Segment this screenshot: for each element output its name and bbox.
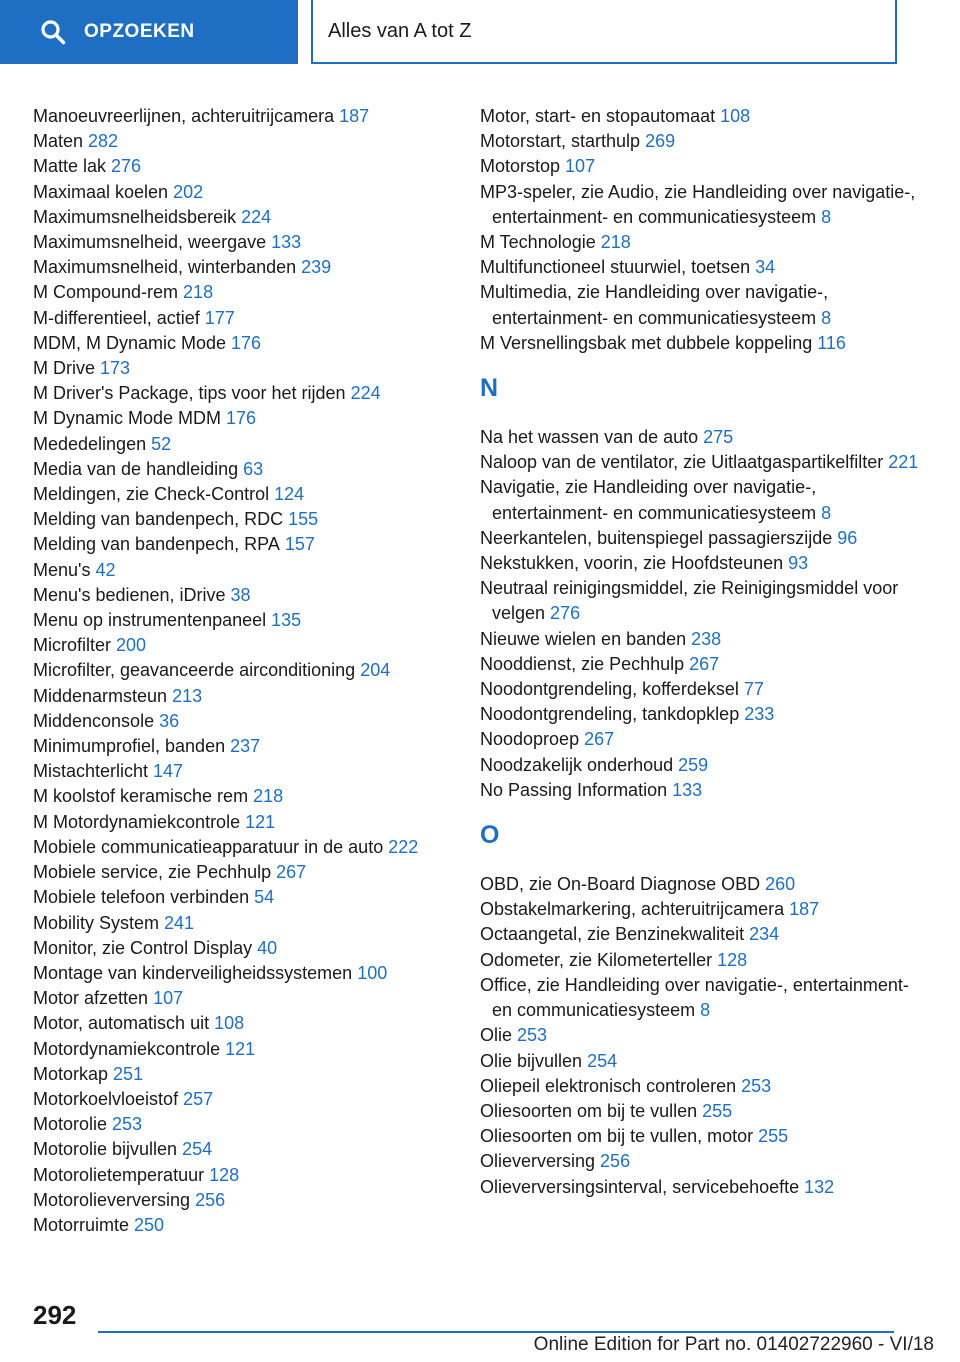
page-link[interactable]: 253 (517, 1025, 548, 1046)
page-link[interactable]: 224 (241, 206, 272, 227)
index-entry (480, 475, 930, 525)
index-entry-text: Noodoproep (480, 729, 580, 750)
index-entry (33, 835, 473, 860)
index-entry (33, 356, 473, 381)
page-link[interactable]: 124 (274, 484, 305, 505)
az-tab[interactable] (311, 0, 897, 64)
page-link[interactable]: 276 (550, 603, 581, 624)
index-entry-text: Monitor, zie Control Display (33, 937, 253, 958)
index-entry-text: Minimumprofiel, banden (33, 736, 226, 757)
section-letter: N (480, 374, 499, 403)
index-entry-text: Navigatie, zie Handleiding over navigatie-, entertainment- en communicatiesysteem (480, 477, 817, 523)
page-link[interactable]: 173 (100, 358, 131, 379)
index-entry (480, 551, 930, 576)
index-entry-text: Mobiele telefoon verbinden (33, 887, 250, 908)
index-entry (33, 684, 473, 709)
index-entry-text: M-differentieel, actief (33, 307, 200, 328)
index-entry (33, 1062, 473, 1087)
index-entry-text: Multimedia, zie Handleiding over navigatie-, entertainment- en communicatiesysteem (480, 282, 829, 328)
index-entry-text: Oliesoorten om bij te vullen (480, 1100, 698, 1121)
index-entry (480, 1124, 930, 1149)
index-entry (33, 709, 473, 734)
index-entry-text: Meldingen, zie Check-Control (33, 484, 270, 505)
page-link[interactable]: 253 (112, 1114, 143, 1135)
page-link[interactable]: 8 (821, 502, 832, 523)
index-entry-text: Mobiele communicatieapparatuur in de auto (33, 836, 384, 857)
page-link[interactable]: 251 (113, 1063, 144, 1084)
page-link[interactable]: 133 (271, 232, 302, 253)
index-entry-text: Manoeuvreerlijnen, achteruitrijcamera (33, 106, 335, 126)
index-entry-text: Octaangetal, zie Benzinekwaliteit (480, 924, 745, 945)
index-entry-text: Middenarmsteun (33, 685, 168, 706)
page-link[interactable]: 34 (755, 257, 776, 278)
index-entry (33, 885, 473, 910)
page-link[interactable]: 269 (645, 131, 676, 152)
page-link[interactable]: 8 (821, 206, 832, 227)
page-link[interactable]: 221 (888, 452, 919, 473)
page-link[interactable]: 256 (195, 1189, 226, 1210)
page-number: 292 (33, 1300, 77, 1330)
index-entry (33, 180, 473, 205)
index-entry-text: Menu's bedienen, iDrive (33, 584, 226, 605)
index-entry-text: OBD, zie On-Board Diagnose OBD (480, 874, 761, 895)
index-entry (480, 450, 930, 475)
index-entry-text: M Drive (33, 358, 95, 379)
index-entry (33, 381, 473, 406)
index-entry (33, 810, 473, 835)
index-entry (33, 205, 473, 230)
index-entry (480, 922, 930, 947)
index-entry (33, 936, 473, 961)
index-entry (33, 658, 473, 683)
index-entry (33, 1188, 473, 1213)
page-link[interactable]: 255 (702, 1100, 733, 1121)
index-entry-text: Nekstukken, voorin, zie Hoofdsteunen (480, 553, 784, 574)
page-link[interactable]: 254 (182, 1139, 213, 1160)
index-entry (33, 1037, 473, 1062)
page-link[interactable]: 224 (350, 383, 381, 404)
index-entry (33, 129, 473, 154)
index-entry (33, 1087, 473, 1112)
index-entry (33, 583, 473, 608)
index-entry (33, 457, 473, 482)
index-entry (33, 633, 473, 658)
index-entry-text: Menu's (33, 559, 91, 580)
index-entry (33, 432, 473, 457)
index-entry-text: Maximaal koelen (33, 181, 169, 202)
page-link[interactable]: 40 (257, 937, 278, 958)
index-entry (480, 129, 930, 154)
index-entry-text: Noodontgrendeling, kofferdeksel (480, 679, 739, 700)
page-link[interactable]: 257 (183, 1088, 214, 1109)
index-entry (480, 1149, 930, 1174)
page-link[interactable]: 155 (288, 509, 319, 530)
index-entry-text: Maximumsnelheid, weergave (33, 232, 267, 253)
index-entry-text: Menu op instrumentenpaneel (33, 610, 267, 631)
page-link[interactable]: 77 (743, 679, 764, 700)
index-entry (480, 677, 930, 702)
index-entry-text: Neerkantelen, buitenspiegel passagierszijde (480, 527, 833, 548)
index-entry (33, 482, 473, 507)
page-link[interactable]: 267 (276, 862, 307, 883)
page-link[interactable]: 107 (565, 156, 596, 177)
index-entry-text: Office, zie Handleiding over navigatie-, entertainment- en communicatiesysteem (480, 974, 909, 1021)
page-link[interactable]: 121 (225, 1038, 256, 1059)
page-link[interactable]: 204 (360, 660, 391, 681)
page-link[interactable]: 238 (691, 628, 722, 649)
index-entry (33, 1213, 473, 1238)
index-entry (480, 526, 930, 551)
page-link[interactable]: 239 (301, 257, 332, 278)
page-link[interactable]: 133 (672, 779, 703, 800)
index-entry (480, 652, 930, 677)
page-link[interactable]: 213 (172, 685, 203, 706)
index-entry (480, 1023, 930, 1048)
page-link[interactable]: 116 (817, 332, 846, 353)
index-entry-text: Maten (33, 131, 84, 152)
index-column-right (480, 104, 930, 1200)
page-link[interactable]: 132 (804, 1176, 835, 1197)
index-entry-text: Motorkap (33, 1063, 109, 1084)
index-entry (33, 255, 473, 280)
index-entry-text: Na het wassen van de auto (480, 427, 699, 448)
page-link[interactable]: 253 (741, 1075, 772, 1096)
index-entry (480, 872, 930, 897)
index-entry (480, 1099, 930, 1124)
index-entry (480, 727, 930, 752)
index-entry (33, 734, 473, 759)
page-link[interactable]: 128 (209, 1164, 240, 1185)
index-entry-text: Neutraal reinigingsmiddel, zie Reinigingsmiddel voor velgen (480, 578, 899, 624)
search-icon (40, 19, 66, 45)
index-entry (33, 558, 473, 583)
index-column-left (33, 104, 473, 1238)
index-entry-text: M Driver's Package, tips voor het rijden (33, 383, 346, 404)
index-entry-text: Motor afzetten (33, 988, 149, 1009)
index-entry-text: Motor, start- en stopautomaat (480, 106, 716, 126)
page-link[interactable]: 222 (388, 836, 419, 857)
index-entry-text: Maximumsnelheid, winterbanden (33, 257, 297, 278)
page-link[interactable]: 54 (254, 887, 275, 908)
index-entry (480, 255, 930, 280)
index-entry-text: Motorstop (480, 156, 561, 177)
index-entry-text: Multifunctioneel stuurwiel, toetsen (480, 257, 751, 278)
page-link[interactable]: 38 (230, 584, 251, 605)
index-entry-text: Motor, automatisch uit (33, 1013, 210, 1034)
index-entry-text: Motorolie bijvullen (33, 1139, 178, 1160)
index-entry-text: Mistachterlicht (33, 761, 149, 782)
footer-divider (98, 1331, 894, 1333)
page-link[interactable]: 52 (151, 433, 172, 454)
index-entry (480, 576, 930, 626)
page-link[interactable]: 250 (134, 1214, 165, 1235)
index-entry (480, 627, 930, 652)
page-link[interactable]: 63 (243, 458, 264, 479)
index-entry-text: Microfilter (33, 635, 112, 656)
index-entry (33, 230, 473, 255)
index-entry (33, 532, 473, 557)
index-entry-text: Motordynamiekcontrole (33, 1038, 221, 1059)
index-entry-text: Oliesoorten om bij te vullen, motor (480, 1126, 754, 1147)
page-link[interactable]: 93 (788, 553, 809, 574)
page-link[interactable]: 36 (159, 710, 180, 731)
page-link[interactable]: 8 (821, 307, 832, 328)
index-entry-text: Middenconsole (33, 710, 155, 731)
page-link[interactable]: 260 (765, 874, 796, 895)
index-entry (480, 1049, 930, 1074)
index-entry-text: Mobiele service, zie Pechhulp (33, 862, 272, 883)
index-entry (480, 948, 930, 973)
index-entry-text: Oliepeil elektronisch controleren (480, 1075, 737, 1096)
index-entry (33, 860, 473, 885)
page-link[interactable]: 237 (230, 736, 261, 757)
index-entry-text: Mededelingen (33, 433, 147, 454)
index-entry (480, 973, 930, 1023)
index-entry (33, 759, 473, 784)
page-link[interactable]: 259 (678, 754, 709, 775)
index-entry (480, 1074, 930, 1099)
index-entry-text: Nooddienst, zie Pechhulp (480, 653, 685, 674)
page-link[interactable]: 267 (584, 729, 615, 750)
page-link[interactable]: 218 (600, 232, 631, 253)
index-entry-text: Melding van bandenpech, RDC (33, 509, 284, 530)
index-entry-text: Olie bijvullen (480, 1050, 583, 1071)
page-link[interactable]: 200 (116, 635, 147, 656)
search-tab-label: OPZOEKEN (84, 21, 195, 42)
index-entry-text: M Versnellingsbak met dubbele koppeling (480, 332, 813, 353)
index-entry (480, 331, 930, 356)
page-link[interactable]: 218 (183, 282, 214, 303)
page-link[interactable]: 276 (111, 156, 142, 177)
index-entry-text: Obstakelmarkering, achteruitrijcamera (480, 899, 785, 920)
index-entry-text: M Motordynamiekcontrole (33, 811, 241, 832)
page-link[interactable]: 176 (226, 408, 257, 429)
index-entry-text: No Passing Information (480, 779, 668, 800)
index-entry (33, 306, 473, 331)
edition-footer: Online Edition for Part no. 01402722960 - VI/18 (533, 1334, 934, 1355)
page-link[interactable]: 147 (153, 761, 184, 782)
page-link[interactable]: 233 (744, 704, 775, 725)
index-entry (480, 778, 930, 803)
index-entry-text: Noodontgrendeling, tankdopklep (480, 704, 740, 725)
index-entry-text: Olieverversing (480, 1151, 596, 1172)
index-entry (33, 986, 473, 1011)
index-entry-text: Media van de handleiding (33, 458, 239, 479)
index-entry-text: Montage van kinderveiligheidssystemen (33, 962, 353, 983)
page-link[interactable]: 108 (720, 106, 751, 126)
page-link[interactable]: 42 (95, 559, 116, 580)
index-entry (480, 154, 930, 179)
index-entry (33, 507, 473, 532)
page-link[interactable]: 282 (88, 131, 119, 152)
page-link[interactable]: 157 (284, 534, 315, 555)
page-link[interactable]: 121 (245, 811, 276, 832)
page-link[interactable]: 8 (700, 1000, 711, 1021)
index-entry-text: Olieverversingsinterval, servicebehoefte (480, 1176, 800, 1197)
page-link[interactable]: 267 (689, 653, 720, 674)
page-link[interactable]: 176 (231, 332, 262, 353)
index-entry-text: Motorstart, starthulp (480, 131, 641, 152)
index-entry (480, 753, 930, 778)
index-entry-text: Matte lak (33, 156, 107, 177)
index-entry (480, 280, 930, 330)
section-letter: O (480, 821, 500, 850)
index-entry (33, 1112, 473, 1137)
index-entry (480, 180, 930, 230)
index-entry-text: Motorolieverversing (33, 1189, 191, 1210)
page-link[interactable]: 256 (600, 1151, 631, 1172)
page-link[interactable]: 254 (587, 1050, 618, 1071)
index-entry-text: MDM, M Dynamic Mode (33, 332, 227, 353)
page-link[interactable]: 107 (153, 988, 184, 1009)
index-entry (33, 406, 473, 431)
index-entry (480, 897, 930, 922)
index-entry-text: MP3-speler, zie Audio, zie Handleiding over navigatie-, entertainment- en communicatiesysteem (480, 181, 916, 227)
index-entry-text: Noodzakelijk onderhoud (480, 754, 674, 775)
index-entry (480, 104, 930, 129)
index-entry (33, 1011, 473, 1036)
index-entry (33, 331, 473, 356)
index-entry-text: Odometer, zie Kilometerteller (480, 949, 713, 970)
index-entry-text: Microfilter, geavanceerde airconditioning (33, 660, 356, 681)
index-entry (480, 702, 930, 727)
index-entry-text: M Technologie (480, 232, 596, 253)
index-entry (33, 1137, 473, 1162)
index-entry-text: Melding van bandenpech, RPA (33, 534, 280, 555)
index-entry (33, 608, 473, 633)
page-link[interactable]: 108 (214, 1013, 245, 1034)
page-link[interactable]: 187 (789, 899, 820, 920)
page-link[interactable]: 177 (204, 307, 235, 328)
index-entry-text: Maximumsnelheidsbereik (33, 206, 237, 227)
page-link[interactable]: 135 (271, 610, 302, 631)
page-link[interactable]: 275 (703, 427, 734, 448)
az-tab-label: Alles van A tot Z (328, 19, 472, 42)
index-entry-text: Mobility System (33, 912, 160, 933)
index-entry (480, 230, 930, 255)
index-entry (33, 1163, 473, 1188)
page-link[interactable]: 128 (717, 949, 748, 970)
index-entry-text: Naloop van de ventilator, zie Uitlaatgaspartikelfilter (480, 452, 884, 473)
page-link[interactable]: 218 (253, 786, 284, 807)
index-entry (33, 154, 473, 179)
index-entry-text: M Dynamic Mode MDM (33, 408, 222, 429)
index-entry-text: M Compound-rem (33, 282, 179, 303)
index-entry (480, 1175, 930, 1200)
page-link[interactable]: 187 (339, 106, 370, 126)
index-entry-text: Nieuwe wielen en banden (480, 628, 687, 649)
index-entry (33, 911, 473, 936)
index-entry (33, 280, 473, 305)
index-entry (33, 961, 473, 986)
index-entry-text: Olie (480, 1025, 513, 1046)
index-entry (480, 425, 930, 450)
index-entry-text: Motorkoelvloeistof (33, 1088, 179, 1109)
page-link[interactable]: 96 (837, 527, 858, 548)
page-link[interactable]: 241 (164, 912, 195, 933)
index-entry (33, 104, 473, 129)
index-entry (33, 784, 473, 809)
index-entry-text: Motorruimte (33, 1214, 130, 1235)
index-entry-text: Motorolietemperatuur (33, 1164, 205, 1185)
page-link[interactable]: 100 (357, 962, 388, 983)
page-link[interactable]: 255 (758, 1126, 789, 1147)
index-entry-text: Motorolie (33, 1114, 108, 1135)
page-link[interactable]: 202 (173, 181, 204, 202)
index-entry-text: M koolstof keramische rem (33, 786, 249, 807)
page-link[interactable]: 234 (749, 924, 780, 945)
search-tab[interactable] (0, 0, 298, 64)
